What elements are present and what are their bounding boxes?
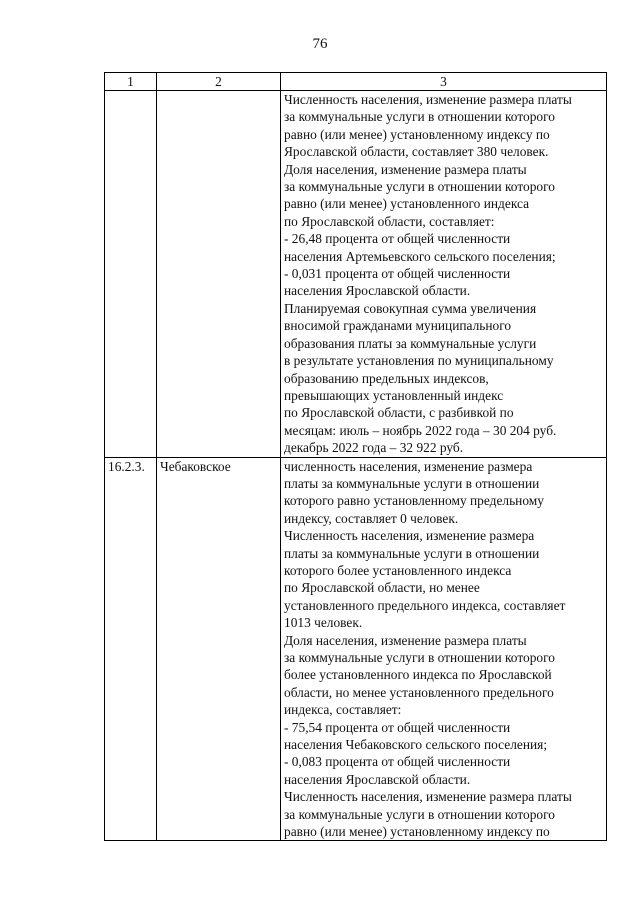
description-line: превышающих установленный индекс [284, 387, 504, 403]
row-settlement-name: Чебаковское [157, 457, 281, 841]
description-line: - 26,48 процента от общей численности [284, 231, 511, 247]
header-col-3: 3 [281, 73, 607, 91]
description-line: 1013 человек. [284, 615, 363, 631]
description-line: Ярославской области, составляет 380 человек. [284, 144, 549, 160]
description-line: Планируемая совокупная сумма увеличения [284, 300, 537, 316]
description-line: которого более установленного индекса [284, 562, 512, 578]
table-row [105, 457, 607, 841]
row-description [281, 457, 607, 841]
data-table [104, 72, 607, 841]
header-col-1: 1 [105, 73, 157, 91]
description-line: индексу, составляет 0 человек. [284, 510, 459, 526]
table-header-row [105, 73, 607, 91]
row-settlement-name [157, 91, 281, 458]
description-line: платы за коммунальные услуги в отношении [284, 545, 540, 561]
description-line: за коммунальные услуги в отношении которого [284, 806, 555, 822]
description-line: области, но менее установленного предельного [284, 684, 554, 700]
description-line: - 75,54 процента от общей численности [284, 719, 511, 735]
description-line: установленного предельного индекса, составляет [284, 597, 566, 613]
description-line: месяцам: июль – ноябрь 2022 года – 30 204 руб. [284, 422, 557, 438]
description-line: за коммунальные услуги в отношении которого [284, 179, 555, 195]
description-line: более установленного индекса по Ярославской [284, 667, 552, 683]
description-line: индекса, составляет: [284, 702, 402, 718]
description-line: - 0,031 процента от общей численности [284, 266, 511, 282]
description-line: Численность населения, изменение размера платы [284, 92, 572, 107]
description-line: за коммунальные услуги в отношении которого [284, 650, 555, 665]
description-line: декабрь 2022 года – 32 922 руб. [284, 440, 464, 456]
description-line: Численность населения, изменение размера платы [284, 789, 572, 805]
description-line: равно (или менее) установленному индексу по [284, 126, 550, 142]
header-col-2: 2 [157, 73, 281, 91]
description-line: платы за коммунальные услуги в отношении [284, 475, 540, 491]
row-description [281, 91, 607, 458]
description-line: по Ярославской области, но менее [284, 580, 480, 596]
description-line: Доля населения, изменение размера платы [284, 632, 527, 648]
description-line: вносимой гражданами муниципального [284, 318, 512, 334]
description-line: Численность населения, изменение размера [284, 528, 535, 544]
table-row [105, 91, 607, 458]
row-number: 16.2.3. [105, 457, 157, 841]
description-line: численность населения, изменение размера [284, 458, 533, 474]
description-line: по Ярославской области, с разбивкой по [284, 405, 514, 421]
description-line: за коммунальные услуги в отношении которого [284, 109, 555, 125]
description-line: образования платы за коммунальные услуги [284, 335, 537, 351]
description-line: Доля населения, изменение размера платы [284, 161, 527, 177]
description-line: населения Чебаковского сельского поселения; [284, 737, 548, 753]
description-line: населения Артемьевского сельского поселения; [284, 248, 556, 264]
description-line: образованию предельных индексов, [284, 370, 489, 386]
row-number [105, 91, 157, 458]
description-line: - 0,083 процента от общей численности [284, 754, 511, 770]
page-number: 76 [312, 36, 328, 52]
description-line: населения Ярославской области. [284, 771, 471, 787]
description-line: населения Ярославской области. [284, 283, 471, 299]
description-line: равно (или менее) установленного индекса [284, 196, 530, 212]
description-line: в результате установления по муниципальному [284, 353, 554, 369]
description-line: которого равно установленному предельному [284, 493, 544, 509]
description-line: равно (или менее) установленному индексу по [284, 824, 550, 840]
description-line: по Ярославской области, составляет: [284, 213, 495, 229]
